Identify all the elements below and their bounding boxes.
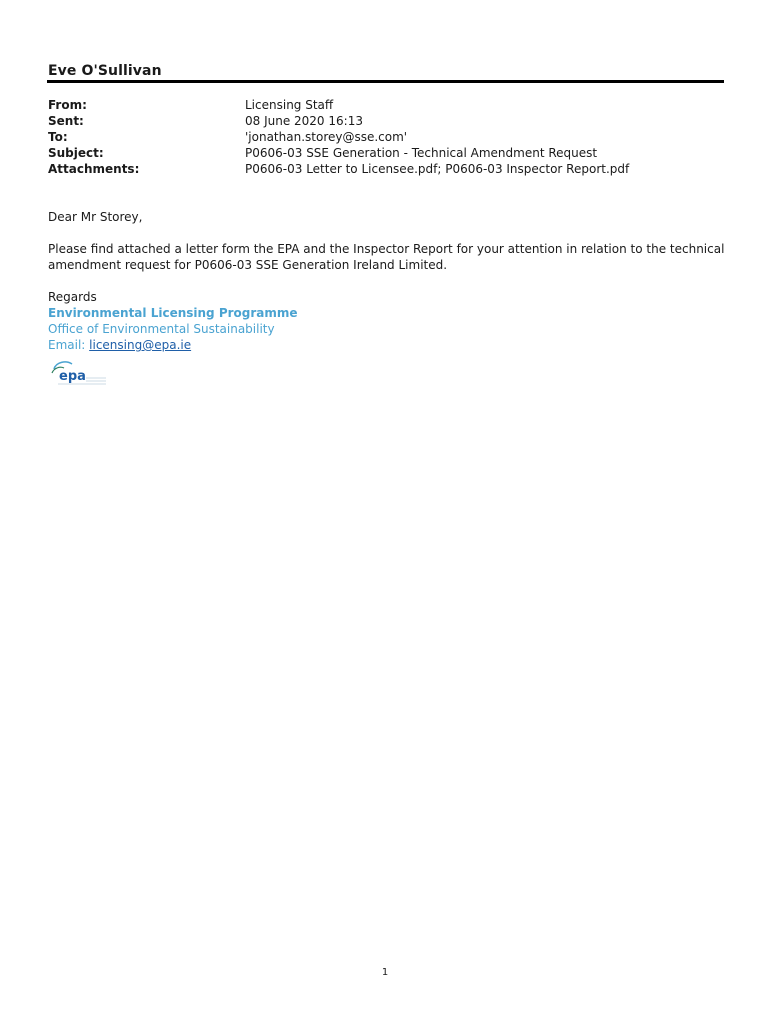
email-headers <box>48 97 728 177</box>
header-label: Sent: <box>48 114 84 128</box>
header-value-subject: P0606-03 SSE Generation - Technical Amendment Request <box>245 146 598 160</box>
body-line: Please find attached a letter form the EPA and the Inspector Report for your attention in relation to the technical <box>48 242 725 256</box>
svg-text:epa: epa <box>59 369 86 384</box>
email-body <box>48 209 728 353</box>
header-row-subject <box>48 145 728 161</box>
email-link[interactable]: licensing@epa.ie <box>89 338 192 352</box>
page-number: 1 <box>381 967 389 978</box>
header-row-sent <box>48 113 728 129</box>
header-label: From: <box>48 98 87 112</box>
header-value-attachments: P0606-03 Letter to Licensee.pdf; P0606-03 Inspector Report.pdf <box>245 162 630 176</box>
header-value-sent: 08 June 2020 16:13 <box>245 114 363 128</box>
header-label: To: <box>48 130 68 144</box>
sender-name: Eve O'Sullivan <box>48 63 162 79</box>
signature-office: Office of Environmental Sustainability <box>48 322 275 336</box>
header-row-attachments <box>48 161 728 177</box>
header-divider <box>47 80 724 83</box>
signature-email <box>48 337 728 353</box>
header-row-from <box>48 97 728 113</box>
closing: Regards <box>48 290 97 304</box>
header-value-from: Licensing Staff <box>245 98 334 112</box>
header-label: Subject: <box>48 146 104 160</box>
signature-email-label: Email: <box>48 338 90 352</box>
header-value-to: 'jonathan.storey@sse.com' <box>245 130 408 144</box>
greeting: Dear Mr Storey, <box>48 210 143 224</box>
signature-title: Environmental Licensing Programme <box>48 306 298 320</box>
header-label: Attachments: <box>48 162 140 176</box>
epa-logo-icon <box>48 359 108 387</box>
header-row-to <box>48 129 728 145</box>
body-line: amendment request for P0606-03 SSE Generation Ireland Limited. <box>48 258 448 272</box>
